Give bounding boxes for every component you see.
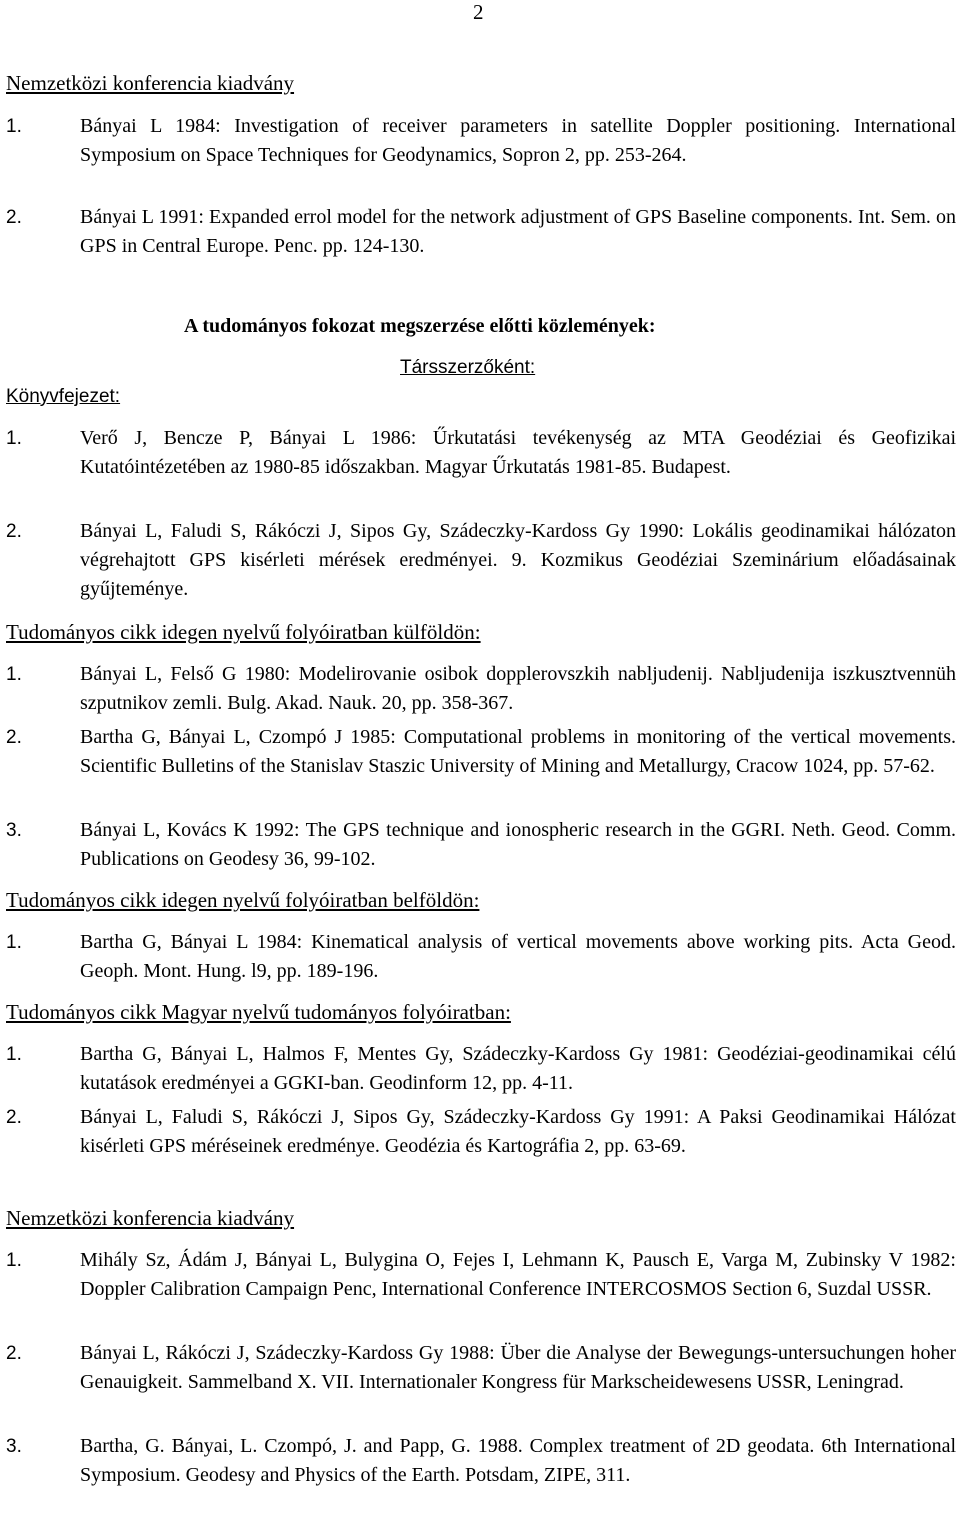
- item-text: Bányai L, Kovács K 1992: The GPS technique and ionospheric research in the GGRI. Neth. Geod. Comm. Publications on Geodesy 36, 99-102.: [80, 819, 956, 870]
- item-number: 2.: [6, 1107, 22, 1128]
- list-item: [6, 1432, 956, 1490]
- section-heading-conference-2: Nemzetközi konferencia kiadvány: [6, 1206, 295, 1230]
- coauthor-heading: Társszerzőként:: [400, 357, 536, 378]
- section-heading-hungarian: Tudományos cikk Magyar nyelvű tudományos folyóiratban:: [6, 1000, 511, 1024]
- item-text: Bányai L, Felső G 1980: Modelirovanie osibok dopplerovszkih nabljudenij. Nabljudenija iszkusztvennüh szputnikov zemli. Bulg. Akad. Nauk. 20, pp. 358-367.: [80, 663, 956, 714]
- item-text: Bartha, G. Bányai, L. Czompó, J. and Papp, G. 1988. Complex treatment of 2D geodata. 6th International Symposium. Geodesy and Physics of the Earth. Potsdam, ZIPE, 311.: [80, 1435, 956, 1486]
- item-number: 1.: [6, 932, 22, 953]
- page-number: 2: [473, 0, 484, 24]
- list-item: [6, 424, 956, 482]
- item-number: 1.: [6, 116, 22, 137]
- item-text: Bartha G, Bányai L 1984: Kinematical analysis of vertical movements above working pits. Acta Geod. Geoph. Mont. Hung. l9, pp. 189-196.: [80, 931, 956, 982]
- item-number: 1.: [6, 664, 22, 685]
- item-text: Mihály Sz, Ádám J, Bányai L, Bulygina O, Fejes I, Lehmann K, Pausch E, Varga M, Zubinsky V 1982: Doppler Calibration Campaign Penc, International Conference INTERCOSMOS Section 6, Suzdal USSR.: [80, 1249, 956, 1300]
- item-number: 3.: [6, 820, 22, 841]
- item-number: 3.: [6, 1436, 22, 1457]
- item-text: Bartha G, Bányai L, Halmos F, Mentes Gy, Szádeczky-Kardoss Gy 1981: Geodéziai-geodinamikai célú kutatások eredményei a GGKI-ban. Geodinform 12, pp. 4-11.: [80, 1043, 956, 1094]
- item-number: 1.: [6, 428, 22, 449]
- item-text: Bányai L, Rákóczi J, Szádeczky-Kardoss Gy 1988: Über die Analyse der Bewegungs-untersuchungen hoher Genauigkeit. Sammelband X. VII. Internationaler Kongress für Markscheidewesens USSR, Leningrad.: [80, 1342, 956, 1393]
- item-number: 2.: [6, 727, 22, 748]
- list-item: [6, 723, 956, 781]
- item-text: Verő J, Bencze P, Bányai L 1986: Űrkutatási tevékenység az MTA Geodéziai és Geofizikai Kutatóintézetében az 1980-85 időszakban. Magyar Űrkutatás 1981-85. Budapest.: [80, 427, 956, 478]
- list-item: [6, 517, 956, 604]
- item-number: 2.: [6, 207, 22, 228]
- item-text: Bányai L, Faludi S, Rákóczi J, Sipos Gy, Szádeczky-Kardoss Gy 1991: A Paksi Geodinamikai Hálózat kisérleti GPS méréseinek eredménye. Geodézia és Kartográfia 2, pp. 63-69.: [80, 1106, 956, 1157]
- list-item: [6, 112, 956, 170]
- item-text: Bányai L 1991: Expanded errol model for the network adjustment of GPS Baseline components. Int. Sem. on GPS in Central Europe. Penc. pp. 124-130.: [80, 206, 956, 257]
- section-heading-foreign-domestic: Tudományos cikk idegen nyelvű folyóiratban belföldön:: [6, 888, 480, 912]
- section-heading-book-chapter: Könyvfejezet:: [6, 386, 121, 407]
- section-heading-foreign-abroad: Tudományos cikk idegen nyelvű folyóiratban külföldön:: [6, 620, 481, 644]
- list-item: [6, 928, 956, 986]
- item-text: Bányai L, Faludi S, Rákóczi J, Sipos Gy, Szádeczky-Kardoss Gy 1990: Lokális geodinamikai hálózaton végrehajtott GPS kisérleti mérések eredményei. 9. Kozmikus Geodéziai Szeminárium előadásainak gyűjteménye.: [80, 520, 956, 600]
- list-item: [6, 660, 956, 718]
- item-text: Bartha G, Bányai L, Czompó J 1985: Computational problems in monitoring of the vertical movements. Scientific Bulletins of the Stanislav Staszic University of Mining and Metallurgy, Cracow 1024, pp. 57-62.: [80, 726, 956, 777]
- list-item: [6, 816, 956, 874]
- list-item: [6, 1040, 956, 1098]
- list-item: [6, 1246, 956, 1304]
- item-number: 1.: [6, 1250, 22, 1271]
- section-heading-conference: Nemzetközi konferencia kiadvány: [6, 71, 295, 95]
- item-number: 1.: [6, 1044, 22, 1065]
- item-number: 2.: [6, 521, 22, 542]
- list-item: [6, 1339, 956, 1397]
- list-item: [6, 203, 956, 261]
- item-text: Bányai L 1984: Investigation of receiver parameters in satellite Doppler positioning. International Symposium on Space Techniques for Geodynamics, Sopron 2, pp. 253-264.: [80, 115, 956, 166]
- pre-degree-title: A tudományos fokozat megszerzése előtti közlemények:: [184, 315, 656, 337]
- item-number: 2.: [6, 1343, 22, 1364]
- list-item: [6, 1103, 956, 1161]
